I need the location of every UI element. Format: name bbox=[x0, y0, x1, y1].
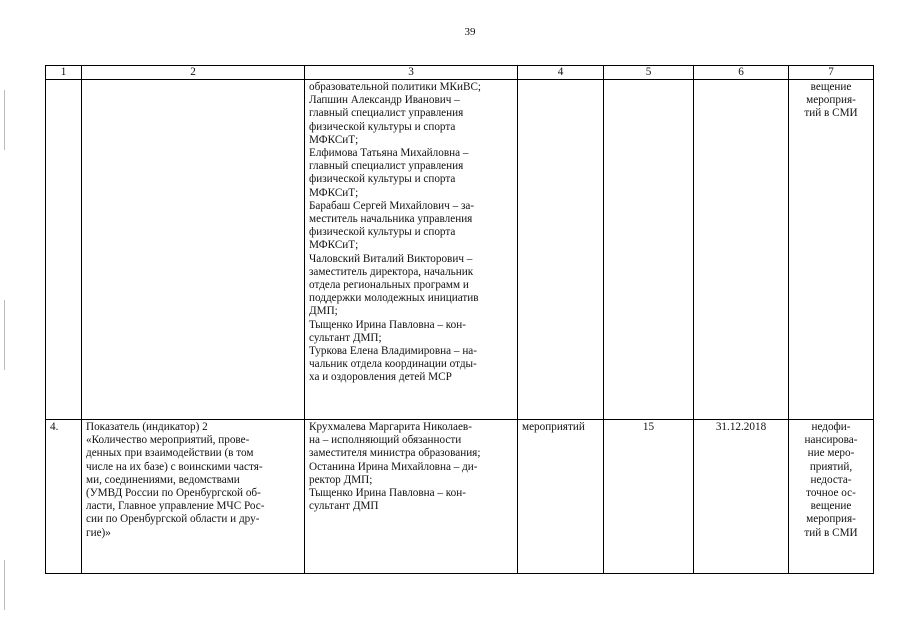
text-line: Крухмалева Маргарита Николаев- bbox=[309, 421, 472, 433]
text-line: на – исполняющий обязанности bbox=[309, 434, 462, 447]
text-line: нансирова- bbox=[804, 434, 858, 447]
text-line: Чаловский Виталий Викторович – bbox=[309, 252, 473, 265]
text-line: МФКСиТ; bbox=[309, 186, 359, 199]
text-line: чальник отдела координации отды- bbox=[309, 358, 477, 371]
text-line: главный специалист управления bbox=[309, 160, 464, 173]
margin-mark bbox=[4, 300, 5, 370]
text-line: Елфимова Татьяна Михайловна – bbox=[309, 147, 469, 160]
text-line: главный специалист управления bbox=[309, 107, 464, 120]
text-line: гие)» bbox=[86, 526, 111, 539]
text-line: Лапшин Александр Иванович – bbox=[309, 94, 460, 107]
text-line: заместителя министра образования; bbox=[309, 447, 481, 460]
text-line: вещение bbox=[810, 81, 852, 93]
text-line: отдела региональных программ и bbox=[309, 279, 469, 292]
header-cell: 6 bbox=[694, 66, 789, 80]
header-cell: 2 bbox=[82, 66, 305, 80]
header-cell: 7 bbox=[789, 66, 874, 80]
cell-unit: мероприятий bbox=[518, 420, 604, 574]
cell-risks bbox=[789, 420, 874, 574]
text-line: денных при взаимодействии (в том bbox=[86, 447, 254, 460]
margin-mark bbox=[4, 90, 5, 150]
cell-indicator bbox=[82, 420, 305, 574]
text-line: мероприя- bbox=[806, 94, 856, 107]
margin-mark bbox=[4, 560, 5, 610]
text-line: сии по Оренбургской области и дру- bbox=[86, 513, 260, 526]
text-line: физической культуры и спорта bbox=[309, 173, 456, 186]
text-line: мероприя- bbox=[806, 513, 856, 526]
cell-unit bbox=[518, 80, 604, 420]
text-line: числе на их базе) с воинскими частя- bbox=[86, 460, 263, 473]
cell-date: 31.12.2018 bbox=[694, 420, 789, 574]
text-line: заместитель директора, начальник bbox=[309, 265, 474, 278]
text-line: ми, соединениями, ведомствами bbox=[86, 473, 240, 486]
text-line: физической культуры и спорта bbox=[309, 120, 456, 133]
text-line: Туркова Елена Владимировна – на- bbox=[309, 345, 477, 358]
text-line: физической культуры и спорта bbox=[309, 226, 456, 239]
header-cell: 5 bbox=[604, 66, 694, 80]
header-cell: 4 bbox=[518, 66, 604, 80]
text-line: ха и оздоровления детей МСР bbox=[309, 371, 452, 384]
cell-date bbox=[694, 80, 789, 420]
cell-risks bbox=[789, 80, 874, 420]
text-line: тий в СМИ bbox=[804, 526, 858, 539]
text-line: Останина Ирина Михайловна – ди- bbox=[309, 460, 478, 473]
text-line: МФКСиТ; bbox=[309, 239, 359, 252]
text-line: Тыщенко Ирина Павловна – кон- bbox=[309, 487, 466, 500]
text-line: поддержки молодежных инициатив bbox=[309, 292, 479, 305]
text-line: Тыщенко Ирина Павловна – кон- bbox=[309, 318, 466, 331]
text-line: недоста- bbox=[810, 473, 852, 486]
text-line: вещение bbox=[810, 500, 852, 513]
text-line: МФКСиТ; bbox=[309, 133, 359, 146]
document-table bbox=[45, 65, 874, 574]
cell-indicator bbox=[82, 80, 305, 420]
cell-number: 4. bbox=[46, 420, 82, 574]
header-cell: 3 bbox=[305, 66, 518, 80]
cell-number bbox=[46, 80, 82, 420]
cell-responsible bbox=[305, 420, 518, 574]
cell-value: 15 bbox=[604, 420, 694, 574]
page-number: 39 bbox=[464, 26, 476, 38]
text-line: Показатель (индикатор) 2 bbox=[86, 421, 208, 433]
text-line: точное ос- bbox=[806, 487, 856, 500]
text-line: тий в СМИ bbox=[804, 107, 858, 120]
table-row-continuation bbox=[46, 80, 874, 420]
text-line: сультант ДМП bbox=[309, 500, 379, 513]
text-line: ние меро- bbox=[807, 447, 855, 460]
text-line: ректор ДМП; bbox=[309, 473, 373, 486]
text-line: ласти, Главное управление МЧС Рос- bbox=[86, 500, 265, 513]
header-cell: 1 bbox=[46, 66, 82, 80]
header-row bbox=[46, 66, 874, 80]
text-line: «Количество мероприятий, прове- bbox=[86, 434, 250, 447]
text-line: недофи- bbox=[811, 421, 851, 433]
text-line: Барабаш Сергей Михайлович – за- bbox=[309, 199, 475, 212]
text-line: ДМП; bbox=[309, 305, 338, 318]
table-row-4 bbox=[46, 420, 874, 574]
text-line: приятий, bbox=[809, 460, 853, 473]
text-line: образовательной политики МКиВС; bbox=[309, 81, 482, 93]
cell-responsible bbox=[305, 80, 518, 420]
text-line: (УМВД России по Оренбургской об- bbox=[86, 487, 261, 500]
text-line: меститель начальника управления bbox=[309, 213, 473, 226]
text-line: сультант ДМП; bbox=[309, 331, 382, 344]
cell-value bbox=[604, 80, 694, 420]
